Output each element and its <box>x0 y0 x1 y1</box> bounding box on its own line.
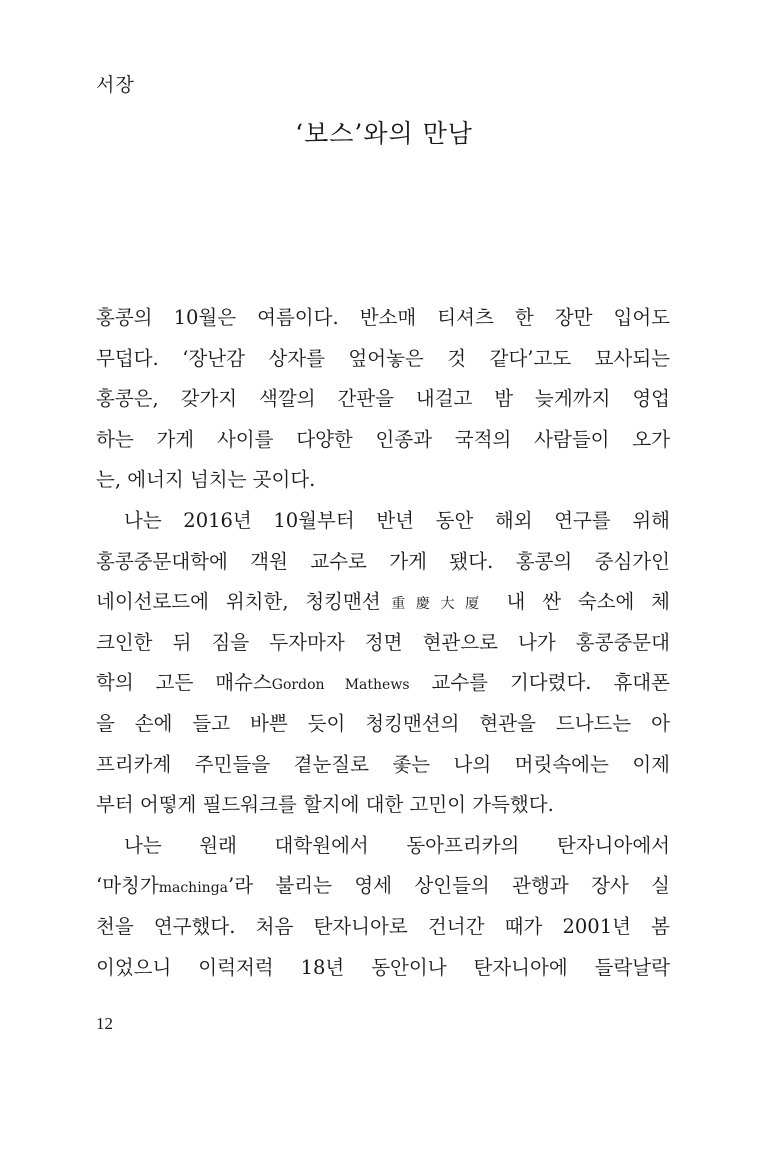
text-segment: 교수를 기다렸다. 휴대폰 <box>409 671 670 695</box>
text-segment: 네이선로드에 위치한, 청킹맨션 <box>96 590 381 614</box>
text-line: 홍콩중문대학에 객원 교수로 가게 됐다. 홍콩의 중심가인 <box>96 549 670 573</box>
text-line: 천을 연구했다. 처음 탄자니아로 건너간 때가 2001년 봄 <box>96 914 670 938</box>
text-line: 프리카계 주민들을 곁눈질로 좇는 나의 머릿속에는 이제 <box>96 752 670 776</box>
text-line: 하는 가게 사이를 다양한 인종과 국적의 사람들이 오가 <box>96 427 670 451</box>
text-segment: 학의 고든 매슈스 <box>96 671 272 695</box>
text-segment: ’라 불리는 영세 상인들의 관행과 장사 실 <box>228 874 670 898</box>
text-line: 이었으니 이럭저럭 18년 동안이나 탄자니아에 들락날락 <box>96 955 670 979</box>
text-line: 는, 에너지 넘치는 곳이다. <box>96 468 316 492</box>
text-line: 크인한 뒤 짐을 두자마자 정면 현관으로 나가 홍콩중문대 <box>96 630 670 654</box>
text-line <box>96 866 670 907</box>
text-line: 홍콩의 10월은 여름이다. 반소매 티셔츠 한 장만 입어도 <box>96 306 670 329</box>
chapter-label: 서장 <box>96 74 135 96</box>
page-number: 12 <box>96 1014 113 1033</box>
term-annotation: machinga <box>158 880 229 897</box>
text-line: 홍콩은, 갖가지 색깔의 간판을 내걸고 밤 늦게까지 영업 <box>96 387 670 411</box>
text-segment: ‘마칭가 <box>96 874 159 898</box>
text-line: 무덥다. ‘장난감 상자를 엎어놓은 것 같다’고도 묘사되는 <box>96 346 670 370</box>
text-line: 부터 어떻게 필드워크를 할지에 대한 고민이 가득했다. <box>96 793 554 817</box>
text-segment: 내 싼 숙소에 체 <box>489 590 670 614</box>
chapter-title: ‘보스’와의 만남 <box>295 119 473 148</box>
name-annotation: Gordon Mathews <box>271 677 410 694</box>
text-line: 나는 2016년 10월부터 반년 동안 해외 연구를 위해 <box>124 508 670 532</box>
text-line <box>96 663 670 704</box>
hanja-annotation: 重慶大厦 <box>380 596 490 613</box>
text-line: 을 손에 들고 바쁜 듯이 청킹맨션의 현관을 드나드는 아 <box>96 711 670 735</box>
text-line <box>96 582 670 623</box>
body-text <box>96 298 670 988</box>
text-line: 나는 원래 대학원에서 동아프리카의 탄자니아에서 <box>124 833 670 857</box>
